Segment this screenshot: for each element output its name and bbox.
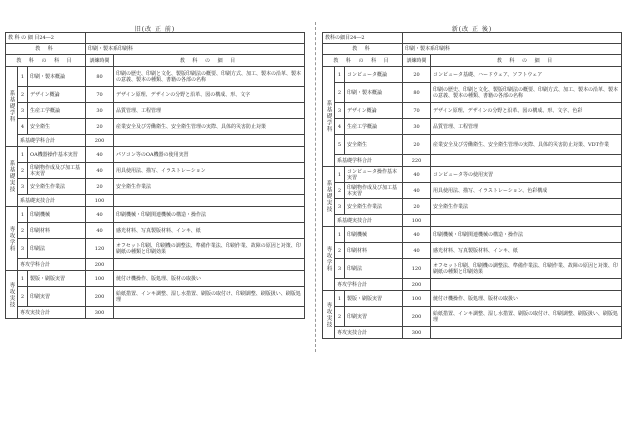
column-header-row bbox=[6, 55, 305, 67]
old-header: 旧(改 正 前) bbox=[134, 26, 176, 33]
total-hours: 300 bbox=[403, 327, 431, 339]
content-header: 教 科 の 細 目 bbox=[431, 55, 622, 67]
row-number: 3 bbox=[18, 103, 28, 119]
row-number: 1 bbox=[335, 167, 345, 183]
subject-name: 印刷・製本概論 bbox=[28, 67, 86, 87]
row-number: 5 bbox=[335, 135, 345, 155]
hours-header: 訓練時間 bbox=[86, 55, 114, 67]
subject-name: デザイン概論 bbox=[345, 103, 403, 119]
row-number: 2 bbox=[335, 83, 345, 103]
training-hours: 70 bbox=[86, 87, 114, 103]
subject-content: 品質管理、工程管理 bbox=[431, 119, 622, 135]
table-row bbox=[323, 307, 622, 327]
total-blank bbox=[114, 259, 305, 271]
table-row bbox=[6, 239, 305, 259]
training-hours: 20 bbox=[86, 119, 114, 135]
row-number: 1 bbox=[18, 207, 28, 223]
subject-content: 安全衛生作業法 bbox=[114, 179, 305, 195]
total-hours: 300 bbox=[86, 307, 114, 319]
table-row bbox=[6, 67, 305, 87]
training-hours: 200 bbox=[86, 287, 114, 307]
group-name: 系基礎実技 bbox=[323, 167, 335, 227]
training-hours: 80 bbox=[86, 67, 114, 87]
subject-name: 印刷物作成及び加工基本実習 bbox=[345, 183, 403, 199]
new-version-panel bbox=[322, 0, 622, 441]
total-label: 系基礎学科合計 bbox=[335, 155, 403, 167]
training-hours: 30 bbox=[403, 119, 431, 135]
subject-content: 給紙措置、インキ調整、湿し水措置、刷版の取付け、印刷調整、刷版扱い、刷版処理 bbox=[431, 307, 622, 327]
total-row bbox=[6, 135, 305, 147]
row-number: 3 bbox=[18, 239, 28, 259]
total-hours: 220 bbox=[403, 155, 431, 167]
subject-content: 給紙措置、インキ調整、湿し水措置、刷版の取付け、印刷調整、刷版扱い、刷版処理 bbox=[114, 287, 305, 307]
subject-name: 印刷・製本概論 bbox=[345, 83, 403, 103]
subject-content: 産業安全及び労働衛生、安全衛生管理の実際、具体的災害防止対策 bbox=[114, 119, 305, 135]
column-header-row bbox=[323, 55, 622, 67]
table-row bbox=[6, 271, 305, 287]
subject-content: 安全衛生作業法 bbox=[431, 199, 622, 215]
row-number: 4 bbox=[18, 119, 28, 135]
old-version-panel bbox=[5, 0, 305, 441]
subject-name: 印刷法 bbox=[345, 259, 403, 279]
row-number: 2 bbox=[18, 87, 28, 103]
training-hours: 70 bbox=[403, 103, 431, 119]
group-name: 専攻実技 bbox=[6, 271, 18, 319]
subject-name: 印刷機械 bbox=[345, 227, 403, 243]
subject-content: コンピュータ基礎、ハードウェア、ソフトウェア bbox=[431, 67, 622, 83]
training-hours: 100 bbox=[86, 271, 114, 287]
table-row bbox=[323, 135, 622, 155]
row-number: 3 bbox=[18, 179, 28, 195]
table-row bbox=[6, 287, 305, 307]
subject-content: 品質管理、工程管理 bbox=[114, 103, 305, 119]
group-name: 系基礎学科 bbox=[6, 67, 18, 147]
total-label: 系基礎実技合計 bbox=[335, 215, 403, 227]
total-hours: 200 bbox=[86, 135, 114, 147]
training-hours: 200 bbox=[403, 307, 431, 327]
row-number: 3 bbox=[335, 259, 345, 279]
row-number: 2 bbox=[335, 243, 345, 259]
table-row bbox=[6, 207, 305, 223]
table-row bbox=[6, 147, 305, 163]
subject-name: 安全衛生作業法 bbox=[28, 179, 86, 195]
total-label: 専攻実技合計 bbox=[335, 327, 403, 339]
total-blank bbox=[431, 215, 622, 227]
subject-name: コンピュータ操作基本実習 bbox=[345, 167, 403, 183]
subject-content: 印刷の歴史、印刷と文化、製版印刷法の概要、印刷方式、加工、製本の沿革、製本の意義、製本の種類、書籍の各部の名称 bbox=[114, 67, 305, 87]
training-hours: 40 bbox=[403, 167, 431, 183]
total-blank bbox=[114, 195, 305, 207]
total-label: 系基礎実技合計 bbox=[18, 195, 86, 207]
training-hours: 20 bbox=[86, 179, 114, 195]
total-label: 系基礎学科合計 bbox=[18, 135, 86, 147]
subject-name: 生産工学概論 bbox=[345, 119, 403, 135]
kamoku-header: 教 科 の 科 目 bbox=[6, 55, 86, 67]
total-label: 専攻学科合計 bbox=[335, 279, 403, 291]
table-row bbox=[323, 103, 622, 119]
row-number: 2 bbox=[18, 223, 28, 239]
training-hours: 40 bbox=[86, 163, 114, 179]
subject-name: 安全衛生 bbox=[345, 135, 403, 155]
table-title-blank bbox=[86, 33, 305, 44]
table-row bbox=[323, 243, 622, 259]
table-row bbox=[323, 227, 622, 243]
table-row bbox=[6, 179, 305, 195]
group-name: 専攻学科 bbox=[6, 207, 18, 271]
table-row bbox=[323, 119, 622, 135]
table-row bbox=[6, 87, 305, 103]
subject-content: 産業安全及び労働衛生、安全衛生管理の実際、具体的災害防止対策、VDT作業 bbox=[431, 135, 622, 155]
group-name: 専攻実技 bbox=[323, 291, 335, 339]
kyoka-value: 印刷・製本系印刷科 bbox=[403, 44, 622, 55]
table-row bbox=[323, 291, 622, 307]
row-number: 4 bbox=[335, 119, 345, 135]
total-row bbox=[323, 215, 622, 227]
total-row bbox=[323, 279, 622, 291]
row-number: 1 bbox=[335, 227, 345, 243]
total-hours: 100 bbox=[403, 215, 431, 227]
subject-content: コンピュータ等の使用実習 bbox=[431, 167, 622, 183]
row-number: 1 bbox=[18, 67, 28, 87]
table-row bbox=[323, 67, 622, 83]
kyoka-row bbox=[6, 44, 305, 55]
subject-name: 安全衛生 bbox=[28, 119, 86, 135]
training-hours: 40 bbox=[86, 207, 114, 223]
training-hours: 40 bbox=[403, 227, 431, 243]
training-hours: 40 bbox=[86, 147, 114, 163]
table-row bbox=[323, 199, 622, 215]
kyoka-label: 教 科 bbox=[6, 44, 86, 55]
row-number: 1 bbox=[335, 291, 345, 307]
subject-content: オフセット印刷、印刷機の調整法、準備作業法、印刷作業、故障の原因と対策、印刷紙の種類と印刷効果 bbox=[114, 239, 305, 259]
subject-content: 感光材料、写真製版材料、インキ、紙 bbox=[431, 243, 622, 259]
total-label: 専攻実技合計 bbox=[18, 307, 86, 319]
subject-name: デザイン概論 bbox=[28, 87, 86, 103]
subject-name: コンピュータ概論 bbox=[345, 67, 403, 83]
row-number: 2 bbox=[18, 163, 28, 179]
training-hours: 20 bbox=[403, 135, 431, 155]
table-row bbox=[323, 183, 622, 199]
training-hours: 40 bbox=[403, 243, 431, 259]
row-number: 1 bbox=[18, 147, 28, 163]
subject-content: デザイン原理、デザインの分野と沿革、図の構成、形、文字、色彩 bbox=[431, 103, 622, 119]
total-row bbox=[6, 307, 305, 319]
subject-content: デザイン原理、デザインの分野と沿革、図の構成、形、文字 bbox=[114, 87, 305, 103]
total-row bbox=[323, 155, 622, 167]
training-hours: 30 bbox=[86, 103, 114, 119]
subject-content: パソコン等のOA機器の使用実習 bbox=[114, 147, 305, 163]
table-row bbox=[323, 83, 622, 103]
total-blank bbox=[114, 307, 305, 319]
subject-content: 印刷機械・印刷関連機械の構造・操作法 bbox=[114, 207, 305, 223]
total-row bbox=[323, 327, 622, 339]
subject-name: OA機器操作基本実習 bbox=[28, 147, 86, 163]
training-hours: 20 bbox=[403, 199, 431, 215]
group-name: 系基礎実技 bbox=[6, 147, 18, 207]
row-number: 2 bbox=[335, 183, 345, 199]
subject-content: 焼付け機操作、版処理、版材の取扱い bbox=[431, 291, 622, 307]
subject-name: 印刷機械 bbox=[28, 207, 86, 223]
training-hours: 120 bbox=[86, 239, 114, 259]
training-hours: 40 bbox=[86, 223, 114, 239]
title-row bbox=[6, 33, 305, 44]
total-label: 専攻学科合計 bbox=[18, 259, 86, 271]
subject-name: 印刷実習 bbox=[345, 307, 403, 327]
row-number: 3 bbox=[335, 199, 345, 215]
training-hours: 20 bbox=[403, 67, 431, 83]
total-hours: 200 bbox=[86, 259, 114, 271]
kamoku-header: 教 科 の 科 目 bbox=[323, 55, 403, 67]
subject-name: 製版・刷版実習 bbox=[345, 291, 403, 307]
table-row bbox=[6, 103, 305, 119]
total-row bbox=[6, 195, 305, 207]
row-number: 3 bbox=[335, 103, 345, 119]
total-blank bbox=[114, 135, 305, 147]
subject-content: 用具使用法、描写、イラストレーション、色彩構成 bbox=[431, 183, 622, 199]
kyoka-value: 印刷・製本系印刷科 bbox=[86, 44, 305, 55]
new-table bbox=[322, 32, 622, 339]
training-hours: 120 bbox=[403, 259, 431, 279]
new-header: 新(改 正 後) bbox=[451, 26, 493, 33]
group-name: 専攻学科 bbox=[323, 227, 335, 291]
total-hours: 200 bbox=[403, 279, 431, 291]
table-row bbox=[6, 119, 305, 135]
training-hours: 40 bbox=[403, 183, 431, 199]
row-number: 1 bbox=[335, 67, 345, 83]
subject-name: 安全衛生作業法 bbox=[345, 199, 403, 215]
subject-name: 印刷材料 bbox=[345, 243, 403, 259]
subject-content: 用具使用法、描写、イラストレーション bbox=[114, 163, 305, 179]
subject-name: 生産工学概論 bbox=[28, 103, 86, 119]
total-blank bbox=[431, 155, 622, 167]
subject-name: 印刷物作成及び加工基本実習 bbox=[28, 163, 86, 179]
subject-content: 印刷の歴史、印刷と文化、製版印刷法の概要、印刷方式、加工、製本の沿革、製本の意義、製本の種類、書籍の各部の名称 bbox=[431, 83, 622, 103]
table-row bbox=[323, 259, 622, 279]
table-row bbox=[6, 223, 305, 239]
table-row bbox=[6, 163, 305, 179]
training-hours: 100 bbox=[403, 291, 431, 307]
content-header: 教 科 の 細 目 bbox=[114, 55, 305, 67]
subject-name: 印刷法 bbox=[28, 239, 86, 259]
training-hours: 80 bbox=[403, 83, 431, 103]
kyoka-row bbox=[323, 44, 622, 55]
title-row bbox=[323, 33, 622, 44]
subject-name: 印刷実習 bbox=[28, 287, 86, 307]
page-divider bbox=[315, 22, 316, 352]
subject-content: オフセット印刷、印刷機の調整法、準備作業法、印刷作業、故障の原因と対策、印刷紙の種類と印刷効果 bbox=[431, 259, 622, 279]
total-blank bbox=[431, 327, 622, 339]
row-number: 2 bbox=[18, 287, 28, 307]
subject-name: 印刷材料 bbox=[28, 223, 86, 239]
total-blank bbox=[431, 279, 622, 291]
row-number: 2 bbox=[335, 307, 345, 327]
subject-content: 焼付け機操作、版処理、版材の取扱い bbox=[114, 271, 305, 287]
table-title: 教科の細目24―2 bbox=[323, 33, 403, 44]
subject-content: 印刷機械・印刷関連機械の構造・操作法 bbox=[431, 227, 622, 243]
old-table bbox=[5, 32, 305, 319]
row-number: 1 bbox=[18, 271, 28, 287]
table-title: 教 科 の 細 目24―2 bbox=[6, 33, 86, 44]
subject-content: 感光材料、写真製版材料、インキ、紙 bbox=[114, 223, 305, 239]
table-row bbox=[323, 167, 622, 183]
total-hours: 100 bbox=[86, 195, 114, 207]
total-row bbox=[6, 259, 305, 271]
kyoka-label: 教 科 bbox=[323, 44, 403, 55]
table-title-blank bbox=[403, 33, 622, 44]
subject-name: 製版・刷版実習 bbox=[28, 271, 86, 287]
group-name: 系基礎学科 bbox=[323, 67, 335, 167]
hours-header: 訓練時間 bbox=[403, 55, 431, 67]
